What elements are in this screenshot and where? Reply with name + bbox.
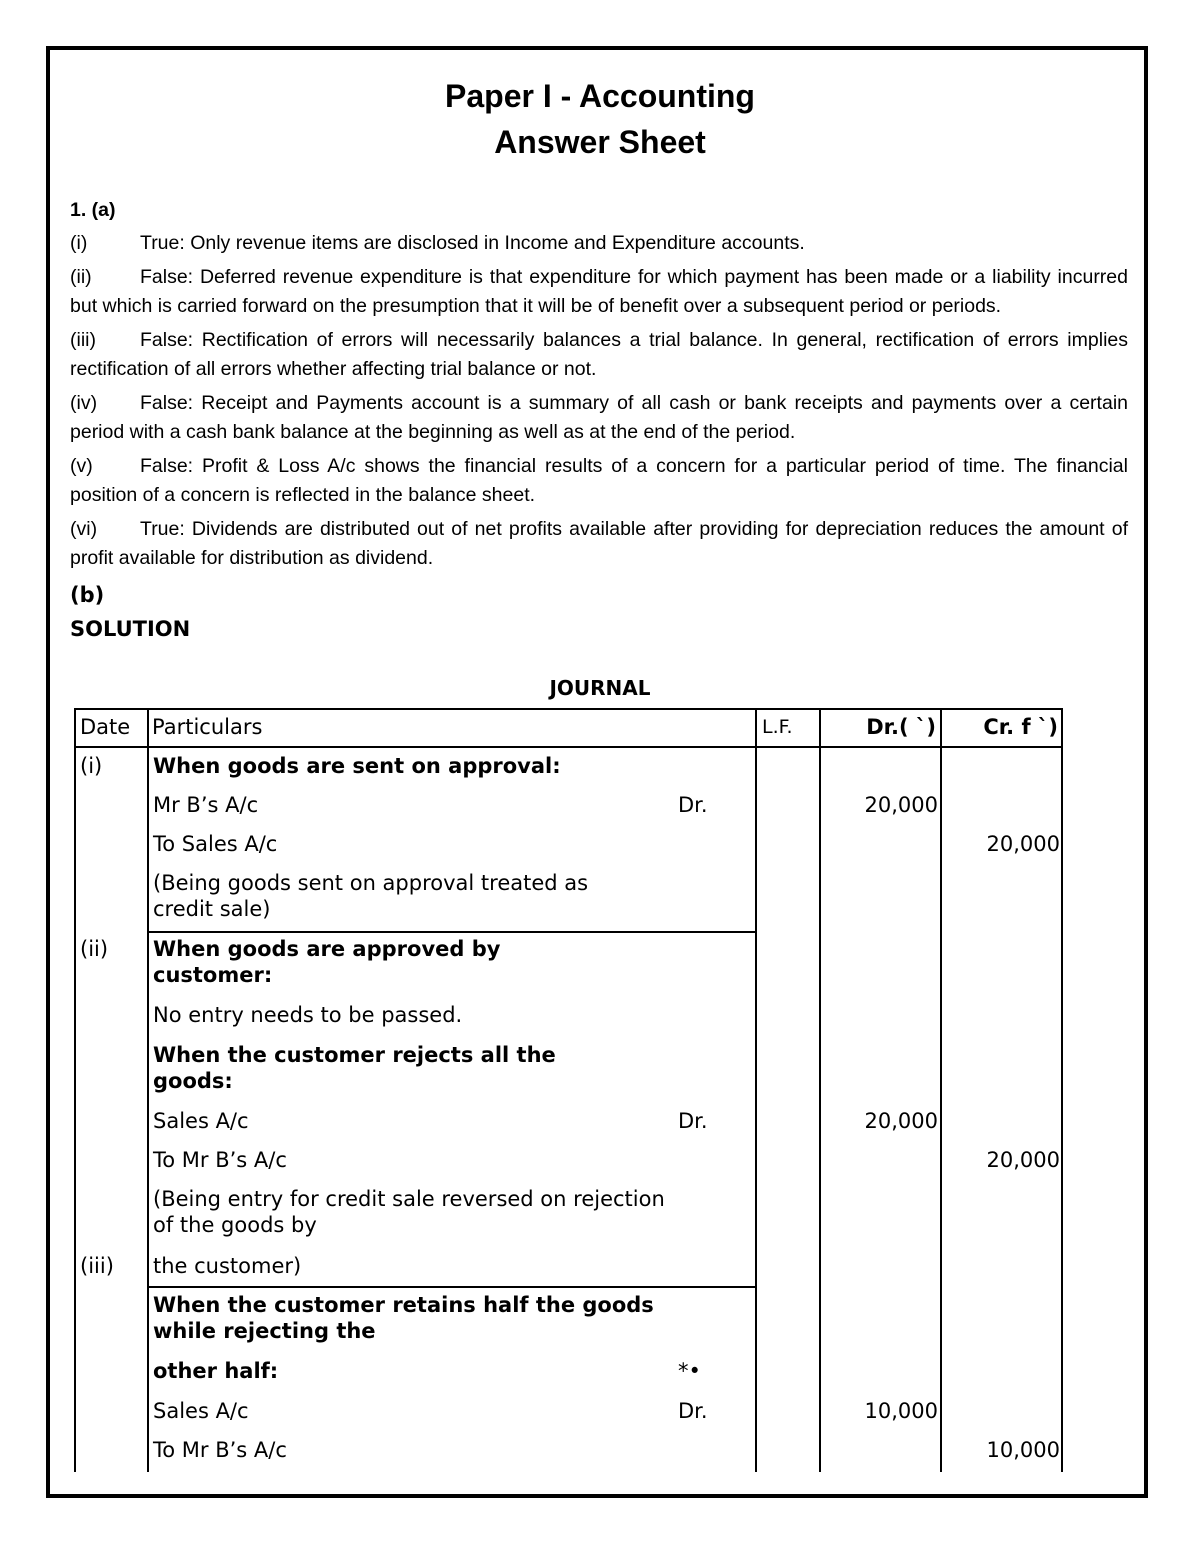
entry-heading: When the customer rejects all the xyxy=(153,1043,556,1067)
entry-heading: goods: xyxy=(153,1069,233,1093)
debit-account: Sales A/c xyxy=(153,1399,249,1423)
entry-heading: When the customer retains half the goods xyxy=(153,1293,654,1317)
dr-marker: Dr. xyxy=(678,1399,708,1423)
header-credit: Cr. f `) xyxy=(983,715,1058,739)
entry-date: (i) xyxy=(80,754,103,778)
debit-amount: 10,000 xyxy=(864,1399,938,1423)
header-debit: Dr.( `) xyxy=(866,715,936,739)
dr-marker: Dr. xyxy=(678,1109,708,1133)
header-lf: L.F. xyxy=(762,716,793,738)
credit-amount: 10,000 xyxy=(986,1438,1060,1462)
entry-date: (iii) xyxy=(80,1254,114,1278)
journal-title: JOURNAL xyxy=(549,676,651,700)
item-number: (iii) xyxy=(70,329,96,351)
narration: No entry needs to be passed. xyxy=(153,1003,463,1027)
stray-mark: *• xyxy=(678,1359,701,1383)
item-text: True: Dividends are distributed out of net profits available after providing for depreciation reduces the amount of profit available for distribution as dividend. xyxy=(70,518,1128,569)
answer-item xyxy=(70,326,1128,384)
debit-amount: 20,000 xyxy=(864,1109,938,1133)
entry-heading: customer: xyxy=(153,963,273,987)
answer-item xyxy=(70,263,1128,321)
entry-divider xyxy=(147,1286,757,1288)
debit-account: Mr B’s A/c xyxy=(153,793,259,817)
page-title: Paper I - Accounting xyxy=(445,78,755,114)
narration: the customer) xyxy=(153,1254,302,1278)
narration: (Being entry for credit sale reversed on rejection xyxy=(153,1187,665,1211)
item-number: (v) xyxy=(70,455,93,477)
table-border-left xyxy=(74,708,76,1472)
item-number: (iv) xyxy=(70,392,98,414)
credit-amount: 20,000 xyxy=(986,832,1060,856)
entry-heading: When goods are approved by xyxy=(153,937,501,961)
answer-content xyxy=(70,196,1128,646)
item-text: False: Profit & Loss A/c shows the financial results of a concern for a particular period of time. The financial position of a concern is reflected in the balance sheet. xyxy=(70,455,1128,506)
narration: credit sale) xyxy=(153,897,271,921)
narration: (Being goods sent on approval treated as xyxy=(153,871,589,895)
table-border-right xyxy=(1061,708,1063,1472)
entry-heading: other half: xyxy=(153,1359,279,1383)
item-number: (ii) xyxy=(70,266,92,288)
part-b-label: (b) xyxy=(70,583,105,607)
header-date: Date xyxy=(80,715,131,739)
answer-item xyxy=(70,229,1128,258)
item-text: True: Only revenue items are disclosed in Income and Expenditure accounts. xyxy=(140,232,805,254)
dr-marker: Dr. xyxy=(678,793,708,817)
table-top-border xyxy=(74,708,1063,710)
entry-heading: When goods are sent on approval: xyxy=(153,754,561,778)
column-divider xyxy=(940,708,942,1472)
debit-amount: 20,000 xyxy=(864,793,938,817)
credit-account: To Mr B’s A/c xyxy=(153,1438,287,1462)
item-text: False: Receipt and Payments account is a summary of all cash or bank receipts and payments over a certain period with a cash bank balance at the beginning as well as at the end of the period. xyxy=(70,392,1128,443)
credit-amount: 20,000 xyxy=(986,1148,1060,1172)
credit-account: To Mr B’s A/c xyxy=(153,1148,287,1172)
question-label: 1. (a) xyxy=(70,199,116,221)
answer-item xyxy=(70,515,1128,573)
item-text: False: Rectification of errors will necessarily balances a trial balance. In general, rectification of errors implies rectification of all errors whether affecting trial balance or not. xyxy=(70,329,1128,380)
solution-heading: SOLUTION xyxy=(70,617,191,641)
narration: of the goods by xyxy=(153,1213,317,1237)
item-text: False: Deferred revenue expenditure is that expenditure for which payment has been made or a liability incurred but which is carried forward on the presumption that it will be of benefit over a subsequent period or periods. xyxy=(70,266,1128,317)
entry-date: (ii) xyxy=(80,937,109,961)
item-number: (vi) xyxy=(70,518,98,540)
header-particulars: Particulars xyxy=(152,715,263,739)
debit-account: Sales A/c xyxy=(153,1109,249,1133)
column-divider xyxy=(147,708,149,1472)
column-divider xyxy=(819,708,821,1472)
entry-divider xyxy=(147,931,757,933)
header-divider xyxy=(74,746,1063,748)
answer-item xyxy=(70,452,1128,510)
item-number: (i) xyxy=(70,232,88,254)
journal-table xyxy=(74,708,1064,1472)
answer-item xyxy=(70,389,1128,447)
page-subtitle: Answer Sheet xyxy=(494,124,706,160)
column-divider xyxy=(755,708,757,1472)
credit-account: To Sales A/c xyxy=(153,832,278,856)
entry-heading: while rejecting the xyxy=(153,1319,376,1343)
